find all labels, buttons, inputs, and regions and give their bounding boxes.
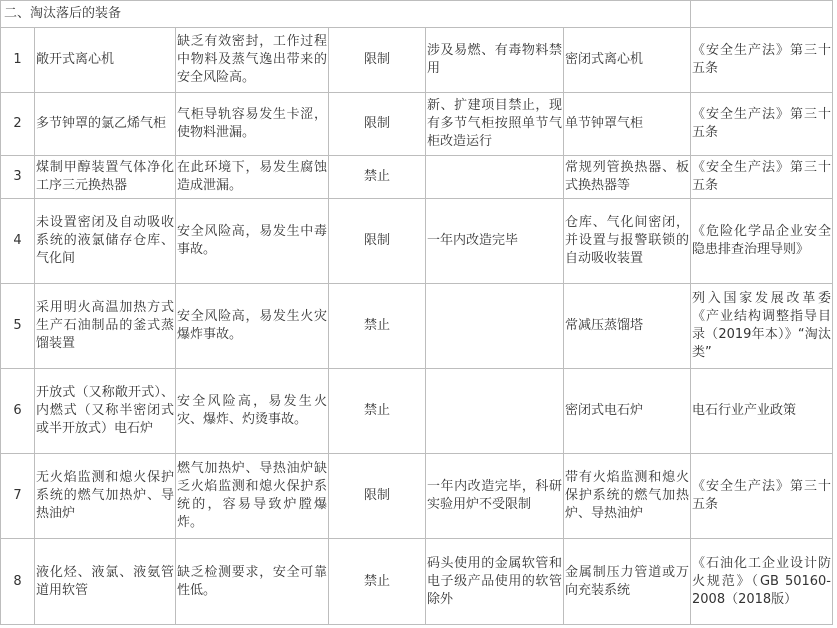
limit-scope: 一年内改造完毕，科研实验用炉不受限制 xyxy=(426,454,564,539)
equipment-name: 开放式（又称敞开式）、内燃式（又称半密闭式或半开放式）电石炉 xyxy=(35,369,176,454)
legal-basis: 电石行业产业政策 xyxy=(691,369,833,454)
legal-basis: 《石油化工企业设计防火规范》（GB 50160-2008（2018版） xyxy=(691,539,833,625)
equipment-name: 多节钟罩的氯乙烯气柜 xyxy=(35,93,176,156)
measure-type: 禁止 xyxy=(329,539,426,625)
equipment-name: 采用明火高温加热方式生产石油制品的釜式蒸馏装置 xyxy=(35,284,176,369)
row-number: 2 xyxy=(1,93,35,156)
table-row xyxy=(1,454,833,539)
replacement-equipment: 密闭式离心机 xyxy=(564,28,691,93)
row-number: 8 xyxy=(1,539,35,625)
section-title: 二、淘汰落后的装备 xyxy=(1,1,691,28)
measure-type: 限制 xyxy=(329,28,426,93)
risk-reason: 气柜导轨容易发生卡涩，使物料泄漏。 xyxy=(176,93,329,156)
replacement-equipment: 金属制压力管道或万向充装系统 xyxy=(564,539,691,625)
replacement-equipment: 带有火焰监测和熄火保护系统的燃气加热炉、导热油炉 xyxy=(564,454,691,539)
legal-basis: 《安全生产法》第三十五条 xyxy=(691,454,833,539)
legal-basis: 《安全生产法》第三十五条 xyxy=(691,93,833,156)
measure-type: 禁止 xyxy=(329,156,426,199)
row-number: 6 xyxy=(1,369,35,454)
measure-type: 限制 xyxy=(329,199,426,284)
table-row xyxy=(1,156,833,199)
risk-reason: 安全风险高，易发生中毒事故。 xyxy=(176,199,329,284)
section-title-empty-cell xyxy=(691,1,833,28)
legal-basis: 《安全生产法》第三十五条 xyxy=(691,156,833,199)
replacement-equipment: 常减压蒸馏塔 xyxy=(564,284,691,369)
table-row xyxy=(1,539,833,625)
limit-scope xyxy=(426,156,564,199)
row-number: 4 xyxy=(1,199,35,284)
limit-scope: 码头使用的金属软管和电子级产品使用的软管除外 xyxy=(426,539,564,625)
risk-reason: 安全风险高，易发生火灾、爆炸、灼烫事故。 xyxy=(176,369,329,454)
equipment-name: 煤制甲醇装置气体净化工序三元换热器 xyxy=(35,156,176,199)
table-row xyxy=(1,369,833,454)
measure-type: 禁止 xyxy=(329,369,426,454)
table-row xyxy=(1,199,833,284)
legal-basis: 列入国家发展改革委《产业结构调整指导目录（2019年本）》“淘汰类” xyxy=(691,284,833,369)
limit-scope xyxy=(426,369,564,454)
risk-reason: 在此环境下，易发生腐蚀造成泄漏。 xyxy=(176,156,329,199)
table-row xyxy=(1,28,833,93)
limit-scope xyxy=(426,284,564,369)
row-number: 3 xyxy=(1,156,35,199)
equipment-name: 液化烃、液氯、液氨管道用软管 xyxy=(35,539,176,625)
risk-reason: 缺乏检测要求，安全可靠性低。 xyxy=(176,539,329,625)
equipment-name: 未设置密闭及自动吸收系统的液氯储存仓库、气化间 xyxy=(35,199,176,284)
limit-scope: 新、扩建项目禁止，现有多节气柜按照单节气柜改造运行 xyxy=(426,93,564,156)
equipment-name: 无火焰监测和熄火保护系统的燃气加热炉、导热油炉 xyxy=(35,454,176,539)
row-number: 1 xyxy=(1,28,35,93)
risk-reason: 缺乏有效密封，工作过程中物料及蒸气逸出带来的安全风险高。 xyxy=(176,28,329,93)
legal-basis: 《危险化学品企业安全隐患排查治理导则》 xyxy=(691,199,833,284)
legal-basis: 《安全生产法》第三十五条 xyxy=(691,28,833,93)
row-number: 5 xyxy=(1,284,35,369)
row-number: 7 xyxy=(1,454,35,539)
risk-reason: 燃气加热炉、导热油炉缺乏火焰监测和熄火保护系统的，容易导致炉膛爆炸。 xyxy=(176,454,329,539)
table-row xyxy=(1,93,833,156)
limit-scope: 一年内改造完毕 xyxy=(426,199,564,284)
limit-scope: 涉及易燃、有毒物料禁用 xyxy=(426,28,564,93)
replacement-equipment: 单节钟罩气柜 xyxy=(564,93,691,156)
table-row xyxy=(1,284,833,369)
equipment-name: 敞开式离心机 xyxy=(35,28,176,93)
measure-type: 限制 xyxy=(329,93,426,156)
replacement-equipment: 仓库、气化间密闭，并设置与报警联锁的自动吸收装置 xyxy=(564,199,691,284)
section-header-row xyxy=(1,1,833,28)
replacement-equipment: 密闭式电石炉 xyxy=(564,369,691,454)
measure-type: 限制 xyxy=(329,454,426,539)
risk-reason: 安全风险高，易发生火灾爆炸事故。 xyxy=(176,284,329,369)
replacement-equipment: 常规列管换热器、板式换热器等 xyxy=(564,156,691,199)
measure-type: 禁止 xyxy=(329,284,426,369)
